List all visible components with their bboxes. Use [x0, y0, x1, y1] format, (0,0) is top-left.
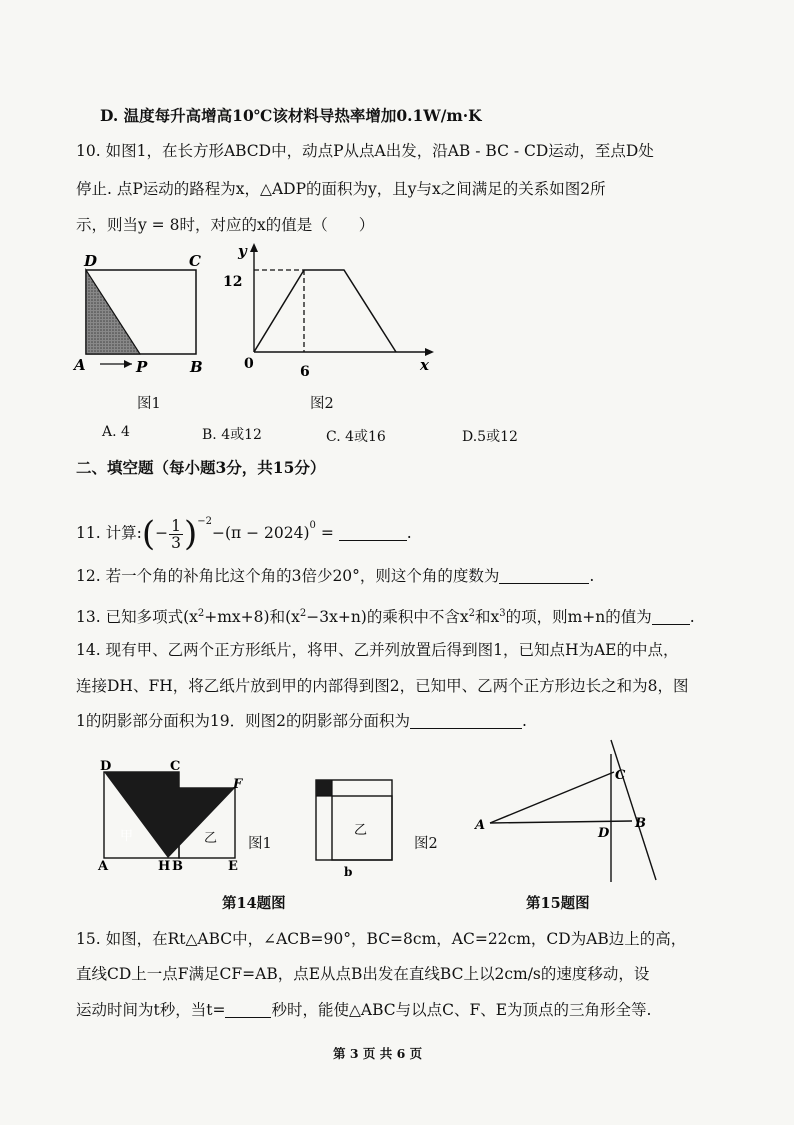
label-C: C: [170, 759, 181, 774]
shaded-square: [316, 780, 332, 796]
label-b: b: [344, 865, 353, 879]
q11-fraction: [169, 518, 183, 551]
q15-line3: [76, 1000, 651, 1020]
q14-line2: 连接DH、FH，将乙纸片放到甲的内部得到图2，已知甲、乙两个正方形边长之和为8，图: [76, 677, 689, 695]
q13-text-e: 的项，则m+n的值为: [505, 608, 652, 627]
q11-exp0: 0: [309, 520, 316, 531]
q14-fig1-label: 图1: [248, 836, 272, 852]
label-yi2: 乙: [354, 823, 368, 838]
q13-sup3: 2: [468, 608, 475, 619]
q10-option-d: D.5或12: [462, 429, 518, 445]
q11-frac-den: 3: [171, 533, 181, 552]
q10-line1: 10. 如图1，在长方形ABCD中，动点P从点A出发，沿AB - BC - CD运动，至点D处: [76, 142, 654, 160]
label-jia: 甲: [120, 829, 134, 844]
tick-6: 6: [300, 364, 310, 378]
q15-answer-blank[interactable]: [225, 1001, 271, 1018]
q11-neg: −: [155, 524, 169, 542]
q9-option-d: D. 温度每升高增高10℃该材料导热率增加0.1W/m·K: [100, 106, 482, 125]
q13-text-a: 13. 已知多项式(x: [76, 608, 198, 627]
q11-frac-num: 1: [171, 516, 181, 535]
q10-line2: 停止. 点P运动的路程为x，△ADP的面积为y，且y与x之间满足的关系如图2所: [76, 180, 606, 198]
tick-12: 12: [223, 274, 243, 290]
q10-option-b: B. 4或12: [202, 427, 262, 443]
q14-line3: 1的阴影部分面积为19．则图2的阴影部分面积为 .: [76, 712, 527, 730]
q13-answer-blank[interactable]: [652, 608, 690, 625]
label-A: A: [475, 818, 486, 833]
q13-line: 13. 已知多项式$(x^2+mx+8)$和$(x^2-3x+n)$的乘积中不含$x^2$和$x^3$的项，则m+n的值为 .: [76, 608, 695, 627]
q12-text: 12. 若一个角的补角比这个角的3倍少20°，则这个角的度数为: [76, 567, 500, 585]
q10-figure2: [220, 238, 440, 378]
q13-text-c: −3x+n)的乘积中不含x: [306, 608, 469, 627]
q14-figure1: [92, 758, 282, 878]
label-A: A: [98, 859, 109, 874]
label-B: B: [635, 816, 646, 831]
q10-line3: 示，则当y = 8时，对应的x的值是（ ）: [76, 216, 375, 234]
q11-line: 11. 计算:(− $\frac{1}{3}$ )$^{-2}-(\pi - 2024)^0$ = .: [76, 514, 412, 554]
section-title: 二、填空题（每小题3分，共15分）: [76, 458, 326, 477]
label-yi: 乙: [204, 831, 218, 846]
q15-line3-b: 秒时，能使△ABC与以点C、F、E为顶点的三角形全等.: [271, 1001, 652, 1019]
q11-prefix: 11. 计算:: [76, 524, 142, 542]
label-E: E: [228, 859, 238, 874]
axis-y: y: [238, 242, 247, 260]
label-C: C: [615, 768, 626, 783]
q14-figure2: [308, 772, 408, 880]
q15-figure: [472, 738, 672, 888]
label-C: C: [189, 252, 201, 270]
q14-line3-text: 1的阴影部分面积为19．则图2的阴影部分面积为: [76, 712, 410, 730]
q15-line2: 直线CD上一点F满足CF=AB，点E从点B出发在直线BC上以2cm/s的速度移动，设: [76, 965, 650, 983]
label-A: A: [74, 356, 86, 374]
q15-line3-a: 运动时间为t秒，当t=: [76, 1001, 226, 1019]
q12-answer-blank[interactable]: [499, 567, 589, 584]
q15-caption: 第15题图: [526, 895, 590, 912]
label-D: D: [100, 759, 112, 774]
arrow-icon: [124, 360, 132, 368]
q10-figure1: [70, 248, 220, 378]
axis-x: x: [420, 356, 429, 374]
q15-line1: 15. 如图，在Rt△ABC中，∠ACB=90°，BC=8cm，AC=22cm，CD为AB边上的高，: [76, 930, 687, 948]
q14-line1: 14. 现有甲、乙两个正方形纸片，将甲、乙并列放置后得到图1，已知点H为AE的中点，: [76, 641, 679, 659]
q10-fig2-caption: 图2: [310, 396, 334, 412]
q11-exp: −2: [197, 516, 212, 527]
label-H: H: [158, 859, 171, 874]
label-F: F: [233, 777, 243, 792]
q10-option-c: C. 4或16: [326, 429, 386, 445]
label-B: B: [172, 859, 183, 874]
q11-eq: =: [315, 524, 339, 542]
q10-option-a: A. 4: [102, 424, 130, 440]
label-D: D: [598, 826, 610, 841]
q11-answer-blank[interactable]: [339, 524, 407, 541]
q14-fig2-label: 图2: [414, 836, 438, 852]
q13-text-b: +mx+8)和(x: [204, 608, 300, 627]
q13-sup4: 3: [499, 608, 506, 619]
label-P: P: [136, 358, 148, 376]
page-footer: 第 3 页 共 6 页: [333, 1046, 423, 1061]
q14-answer-blank[interactable]: [410, 712, 522, 729]
q11-mid: −(π − 2024): [211, 524, 310, 542]
label-D: D: [84, 252, 98, 270]
q13-sup2: 2: [299, 608, 307, 619]
q14-caption: 第14题图: [222, 895, 286, 912]
label-B: B: [190, 358, 203, 376]
q10-fig1-caption: 图1: [137, 396, 161, 412]
shaded-triangle: [86, 270, 140, 354]
q13-sup1: 2: [197, 608, 205, 619]
origin-label: 0: [244, 356, 254, 372]
q13-text-d: 和x: [474, 608, 500, 627]
q12-line: 12. 若一个角的补角比这个角的3倍少20°，则这个角的度数为 .: [76, 567, 595, 585]
